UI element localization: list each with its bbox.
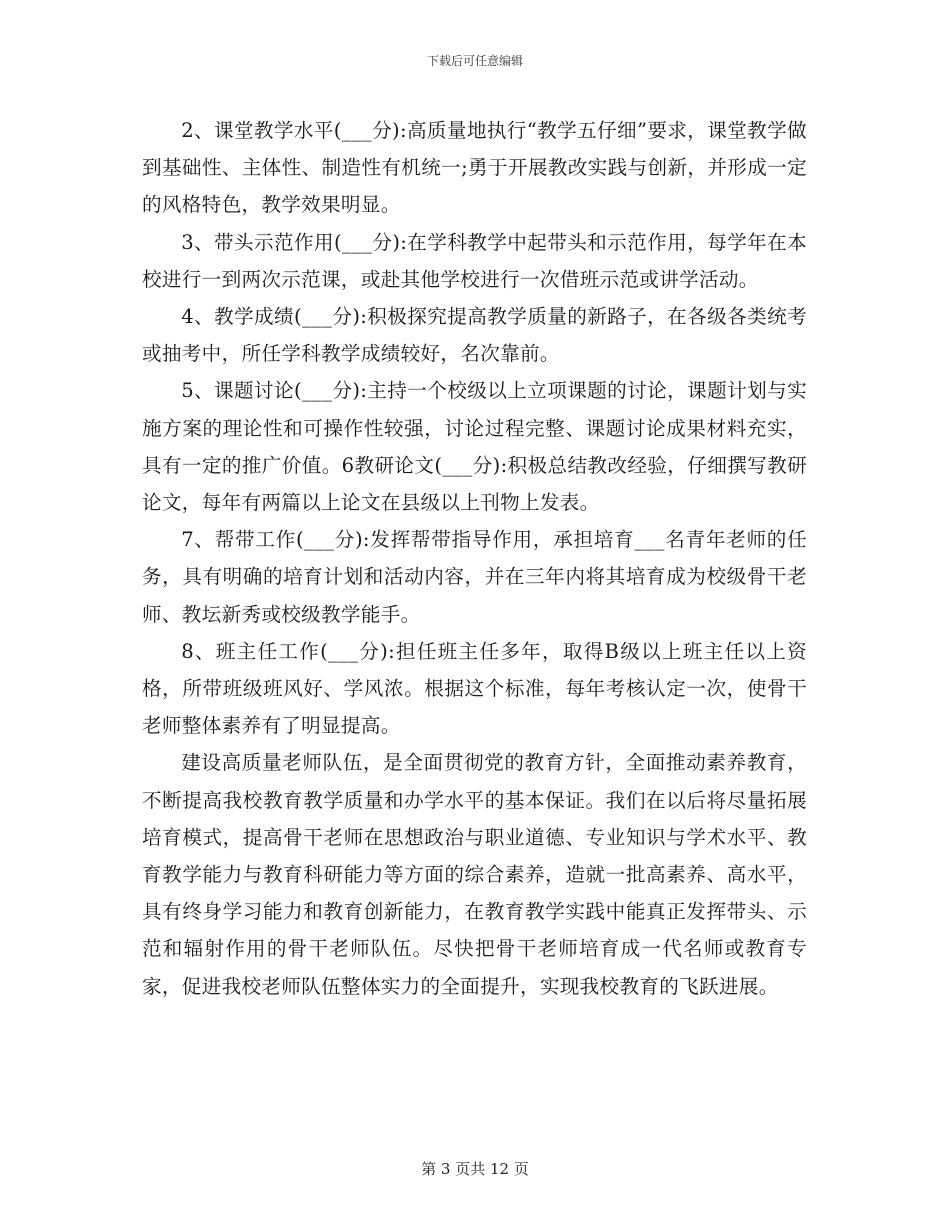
paragraph-research-topics: 5、课题讨论(___分):主持一个校级以上立项课题的讨论，课题计划与实施方案的理论性和可操作性较强，讨论过程完整、课题讨论成果材料充实，具有一定的推广价值。6教研论文(___分):积极总结教改经验，仔细撰写教研论文，每年有两篇以上论文在县级以上刊物上发表。: [142, 379, 807, 515]
document-body: [142, 112, 807, 1005]
page-number: 第 3 页共 12 页: [421, 1160, 529, 1178]
page-header: 下载后可任意编辑: [426, 54, 523, 68]
paragraph-mentoring-work: 7、帮带工作(___分):发挥帮带指导作用，承担培育___名青年老师的任务，具有明确的培育计划和活动内容，并在三年内将其培育成为校级骨干老师、教坛新秀或校级教学能手。: [142, 528, 807, 626]
paragraph-teaching-results: 4、教学成绩(___分):积极探究提高教学质量的新路子，在各级各类统考或抽考中，所任学科教学成绩较好，名次靠前。: [142, 305, 807, 366]
paragraph-demonstration-role: 3、带头示范作用(___分):在学科教学中起带头和示范作用，每学年在本校进行一到两次示范课，或赴其他学校进行一次借班示范或讲学活动。: [142, 230, 807, 291]
paragraph-class-teacher-work: 8、班主任工作(___分):担任班主任多年，取得B级以上班主任以上资格，所带班级班风好、学风浓。根据这个标准，每年考核认定一次，使骨干老师整体素养有了明显提高。: [142, 639, 807, 738]
paragraph-conclusion: 建设高质量老师队伍，是全面贯彻党的教育方针，全面推动素养教育，不断提高我校教育教学质量和办学水平的基本保证。我们在以后将尽量拓展培育模式，提高骨干老师在思想政治与职业道德、专业知识与学术水平、教育教学能力与教育科研能力等方面的综合素养，造就一批高素养、高水平，具有终身学习能力和教育创新能力，在教育教学实践中能真正发挥带头、示范和辐射作用的骨干老师队伍。尽快把骨干老师培育成一代名师或教育专家，促进我校老师队伍整体实力的全面提升，实现我校教育的飞跃进展。: [142, 751, 807, 998]
paragraph-teaching-level: 2、课堂教学水平(___分):高质量地执行“教学五仔细”要求，课堂教学做到基础性、主体性、制造性有机统一;勇于开展教改实践与创新，并形成一定的风格特色，教学效果明显。: [142, 119, 807, 217]
